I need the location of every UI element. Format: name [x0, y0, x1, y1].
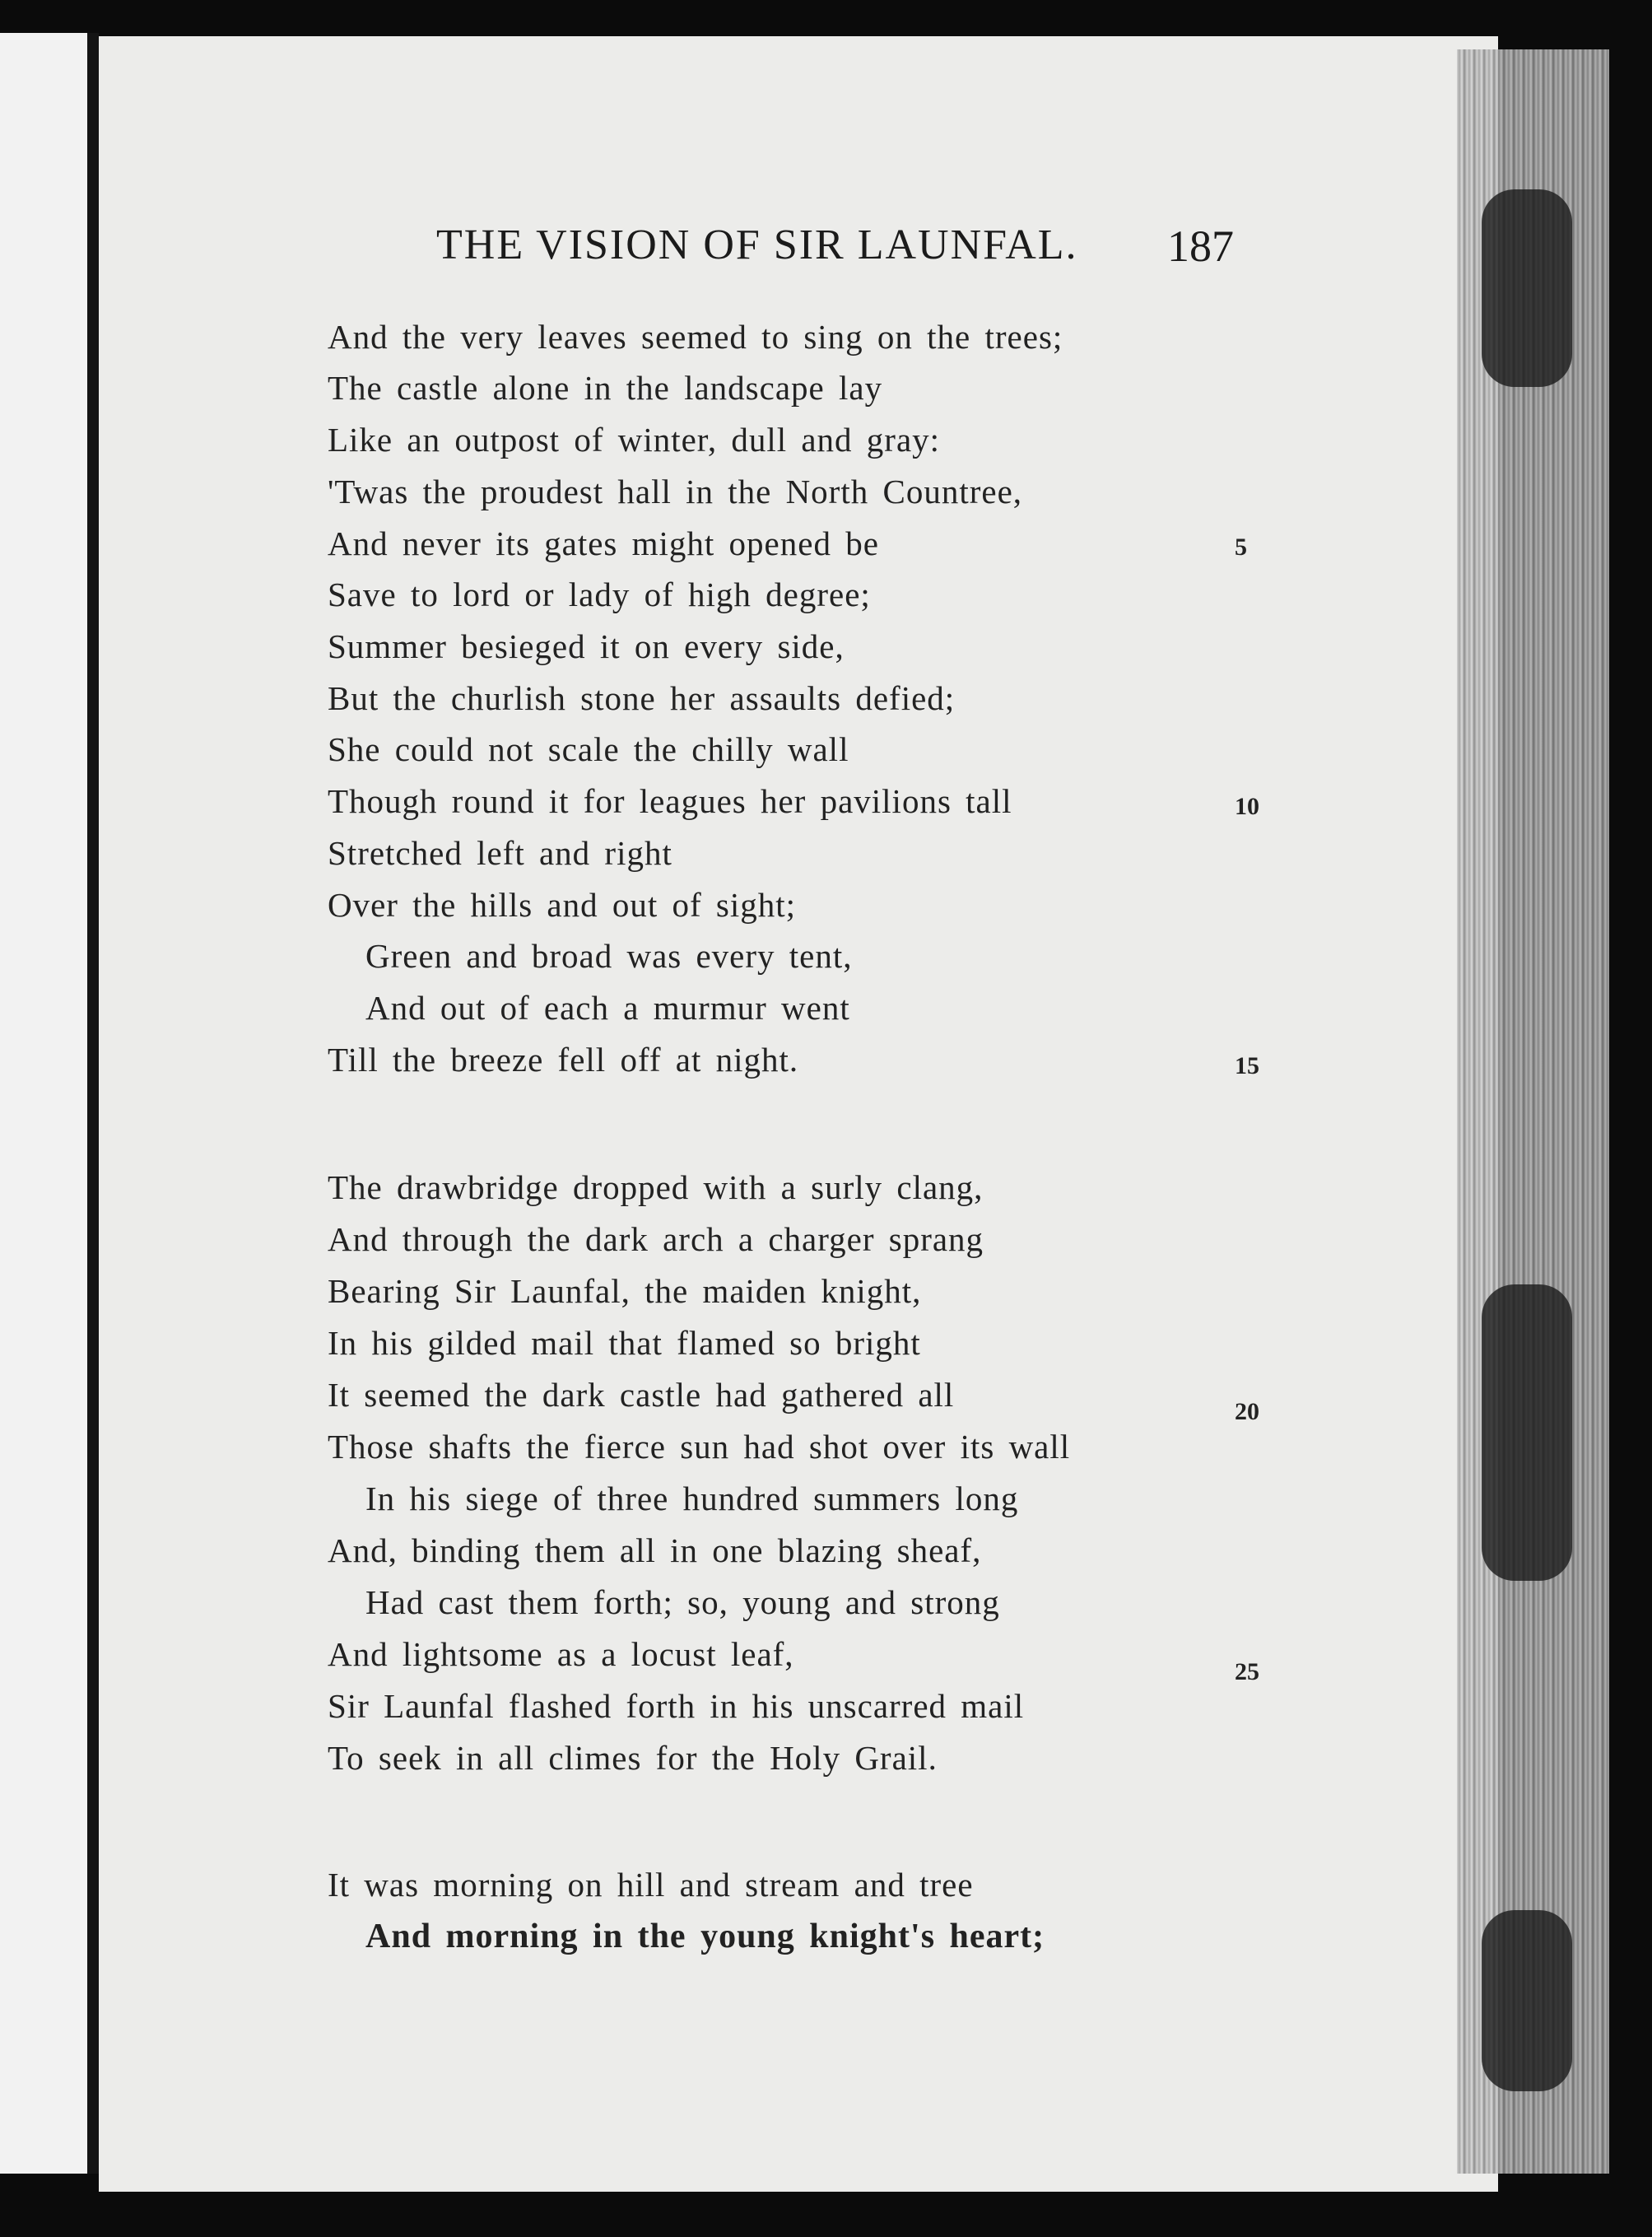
page-number: 187 [1167, 221, 1234, 271]
poem-line: Save to lord or lady of high degree; [328, 576, 871, 613]
edge-stamp-mark [1482, 1910, 1572, 2091]
binding-gutter [87, 33, 99, 2174]
poem-line: Had cast them forth; so, young and strong [365, 1583, 1000, 1621]
facing-page-margin [0, 33, 97, 2174]
poem-line: The drawbridge dropped with a surly clang, [328, 1168, 984, 1206]
poem-line: And out of each a murmur went [365, 989, 850, 1027]
poem-line: Those shafts the fierce sun had shot over its wall [328, 1428, 1071, 1466]
poem-line: And, binding them all in one blazing sheaf, [328, 1531, 982, 1569]
poem-line: She could not scale the chilly wall [328, 730, 849, 768]
poem-line: And morning in the young knight's heart; [365, 1918, 1045, 1955]
poem-line: Till the breeze fell off at night. [328, 1041, 799, 1079]
poem-line: 'Twas the proudest hall in the North Countree, [328, 473, 1023, 510]
poem-line: Summer besieged it on every side, [328, 627, 845, 665]
edge-stamp-mark [1482, 189, 1572, 387]
poem-line: To seek in all climes for the Holy Grail. [328, 1739, 938, 1777]
poem-line: Like an outpost of winter, dull and gray: [328, 421, 941, 459]
line-number: 10 [1235, 793, 1259, 820]
line-number: 15 [1235, 1052, 1259, 1079]
poem-line: Sir Launfal flashed forth in his unscarred mail [328, 1687, 1025, 1725]
poem-line: It was morning on hill and stream and tree [328, 1866, 974, 1904]
poem-line: Green and broad was every tent, [365, 937, 853, 975]
poem-line: In his siege of three hundred summers long [365, 1480, 1019, 1517]
poem-line: And through the dark arch a charger sprang [328, 1220, 984, 1258]
poem-line: The castle alone in the landscape lay [328, 369, 883, 407]
poem-line: Though round it for leagues her pavilions tall [328, 782, 1012, 820]
edge-stamp-mark [1482, 1284, 1572, 1581]
line-number: 20 [1235, 1398, 1259, 1425]
poem-line: Stretched left and right [328, 834, 672, 872]
poem-line: It seemed the dark castle had gathered all [328, 1376, 955, 1414]
poem-line: And lightsome as a locust leaf, [328, 1635, 794, 1673]
line-number: 25 [1235, 1658, 1259, 1685]
poem-line: And the very leaves seemed to sing on the trees; [328, 318, 1063, 356]
poem-line: Bearing Sir Launfal, the maiden knight, [328, 1272, 922, 1310]
poem-line: And never its gates might opened be [328, 524, 879, 562]
line-number: 5 [1235, 534, 1247, 561]
running-head: THE VISION OF SIR LAUNFAL. [436, 221, 1078, 268]
poem-line: Over the hills and out of sight; [328, 886, 797, 924]
poem-line: But the churlish stone her assaults defied; [328, 679, 956, 717]
poem-line: In his gilded mail that flamed so bright [328, 1324, 921, 1362]
